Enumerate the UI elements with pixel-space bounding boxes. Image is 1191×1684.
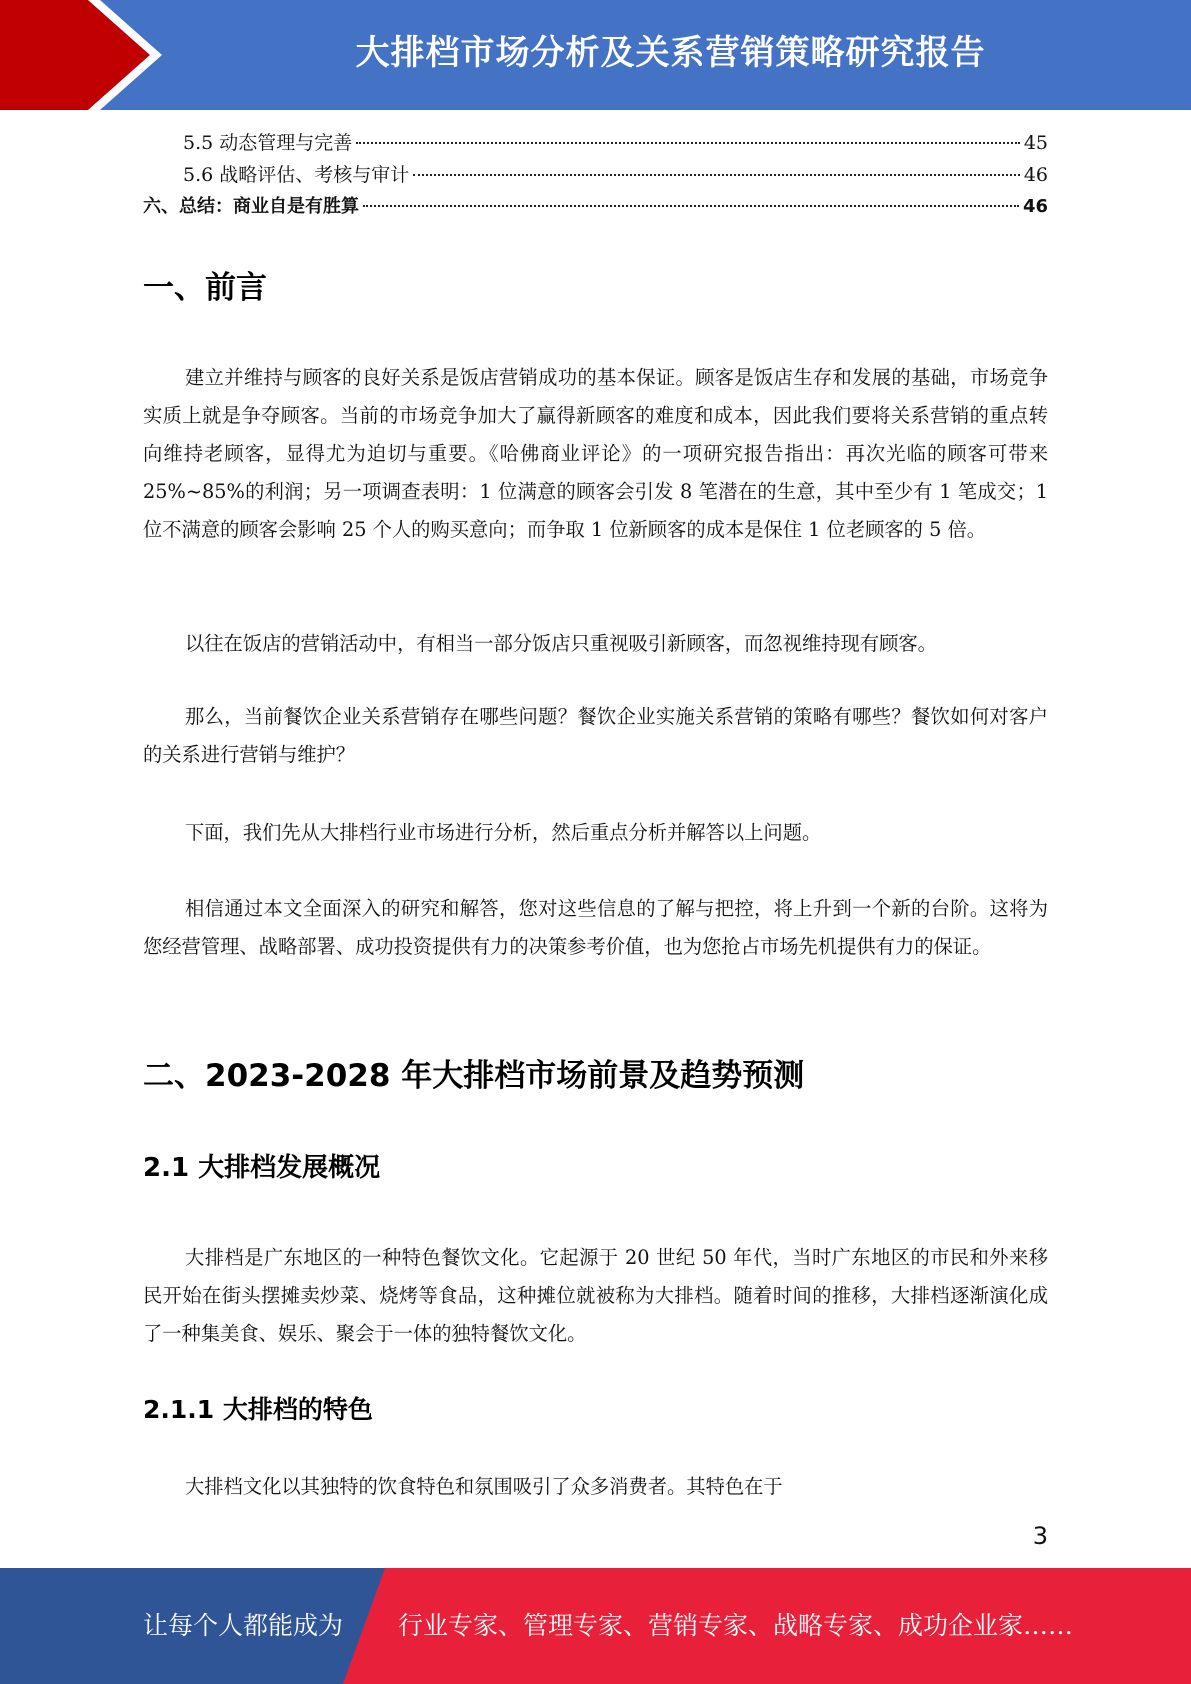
toc-leader-dots [363, 205, 1019, 207]
section-heading-forecast: 二、2023-2028 年大排档市场前景及趋势预测 [143, 1058, 805, 1094]
toc-entry[interactable] [143, 192, 1048, 224]
page-footer [0, 1568, 1191, 1684]
subsection-heading-overview: 2.1 大排档发展概况 [143, 1153, 381, 1183]
body-paragraph: 相信通过本文全面深入的研究和解答，您对这些信息的了解与把控，将上升到一个新的台阶。这将为您经营管理、战略部署、成功投资提供有力的决策参考价值，也为您抢占市场先机提供有力的保证。 [143, 897, 1048, 958]
toc-entry-page: 46 [1022, 196, 1048, 217]
body-paragraph: 建立并维持与顾客的良好关系是饭店营销成功的基本保证。顾客是饭店生存和发展的基础，市场竞争实质上就是争夺顾客。当前的市场竞争加大了赢得新顾客的难度和成本，因此我们要将关系营销的重点转向维持老顾客，显得尤为迫切与重要。《哈佛商业评论》的一项研究报告指出：再次光临的顾客可带来 25%~85%的利润；另一项调查表明：1 位满意的顾客会引发 8 笔潜在的生意，其中至少有 1 笔成交；1 位不满意的顾客会影响 25 个人的购买意向；而争取 1 位新顾客的成本是保住 1 位老顾客的 5 倍。 [143, 366, 1048, 541]
toc-entry[interactable] [143, 160, 1048, 192]
toc-entry-label: 5.6 战略评估、考核与审计 [183, 164, 410, 186]
toc-entry-label: 六、总结：商业自是有胜算 [143, 196, 359, 217]
toc-leader-dots [413, 174, 1020, 176]
body-paragraph: 下面，我们先从大排档行业市场进行分析，然后重点分析并解答以上问题。 [185, 821, 822, 844]
toc-entry-page: 46 [1023, 164, 1048, 186]
report-title: 大排档市场分析及关系营销策略研究报告 [355, 33, 986, 73]
page-number: 3 [1032, 1522, 1048, 1550]
toc-entry-label: 5.5 动态管理与完善 [183, 132, 353, 154]
toc-leader-dots [356, 142, 1020, 144]
body-paragraph: 那么，当前餐饮企业关系营销存在哪些问题？餐饮企业实施关系营销的策略有哪些？餐饮如何对客户的关系进行营销与维护？ [143, 705, 1048, 766]
page-header [0, 0, 1191, 110]
footer-slogan-left: 让每个人都能成为 [143, 1611, 344, 1640]
section-heading-preface: 一、前言 [143, 270, 267, 306]
body-paragraph: 大排档是广东地区的一种特色餐饮文化。它起源于 20 世纪 50 年代，当时广东地区的市民和外来移民开始在街头摆摊卖炒菜、烧烤等食品，这种摊位就被称为大排档。随着时间的推移，大排档逐渐演化成了一种集美食、娱乐、聚会于一体的独特餐饮文化。 [143, 1246, 1048, 1345]
body-paragraph: 大排档文化以其独特的饮食特色和氛围吸引了众多消费者。其特色在于 [185, 1475, 783, 1498]
toc-entry[interactable] [143, 128, 1048, 160]
table-of-contents [143, 128, 1048, 224]
toc-entry-page: 45 [1023, 132, 1048, 154]
footer-slogan-right: 行业专家、管理专家、营销专家、战略专家、成功企业家…… [398, 1611, 1074, 1640]
subsubsection-heading-feature: 2.1.1 大排档的特色 [143, 1395, 373, 1424]
body-paragraph: 以往在饭店的营销活动中，有相当一部分饭店只重视吸引新顾客，而忽视维持现有顾客。 [185, 632, 937, 655]
